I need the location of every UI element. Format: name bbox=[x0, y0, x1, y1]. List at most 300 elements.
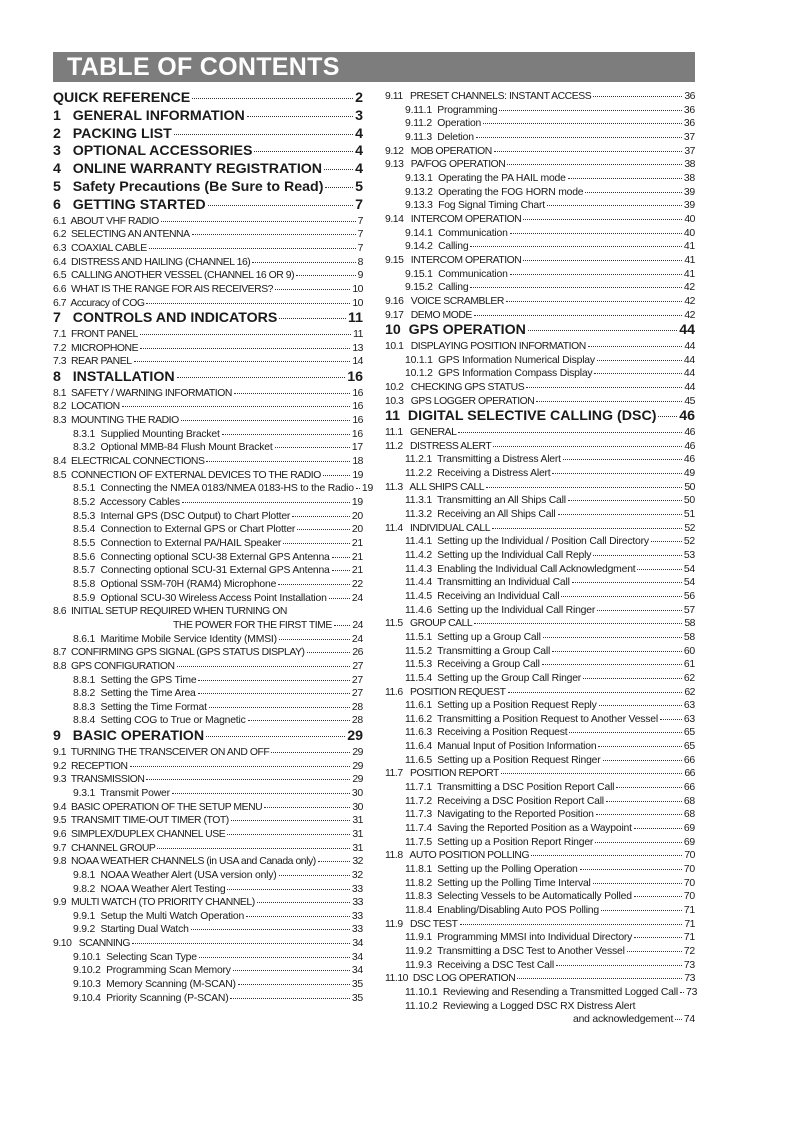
toc-entry[interactable] bbox=[53, 283, 363, 297]
toc-page-number: 58 bbox=[684, 618, 695, 630]
toc-dot-leader bbox=[569, 731, 681, 733]
toc-page-number: 44 bbox=[684, 340, 695, 352]
toc-entry[interactable] bbox=[53, 714, 363, 728]
toc-entry-label: 11.4.5 Receiving an Individual Call bbox=[405, 590, 560, 602]
toc-dot-leader bbox=[192, 233, 356, 235]
toc-entry[interactable] bbox=[53, 369, 363, 387]
toc-page-number: 5 bbox=[355, 178, 363, 195]
toc-entry-label: 11.6.4 Manual Input of Position Information bbox=[405, 741, 597, 753]
toc-entry[interactable] bbox=[385, 145, 695, 159]
toc-entry[interactable] bbox=[53, 414, 363, 428]
toc-page-number: 4 bbox=[355, 161, 363, 178]
toc-entry-label: 5 Safety Precautions (Be Sure to Read) bbox=[53, 178, 324, 195]
toc-entry-label: 11.4.4 Transmitting an Individual Call bbox=[405, 577, 570, 589]
toc-entry[interactable] bbox=[385, 199, 695, 213]
toc-page-number: 2 bbox=[355, 90, 363, 106]
toc-entry[interactable] bbox=[385, 549, 695, 563]
toc-entry[interactable] bbox=[53, 537, 363, 551]
toc-entry[interactable] bbox=[385, 931, 695, 945]
toc-entry-label: 9.13.1 Operating the PA HAIL mode bbox=[405, 172, 566, 184]
toc-entry[interactable] bbox=[53, 400, 363, 414]
toc-entry-label: 6.2 SELECTING AN ANTENNA bbox=[53, 229, 190, 241]
toc-entry[interactable] bbox=[53, 215, 363, 229]
toc-entry-label: 9.7 CHANNEL GROUP bbox=[53, 842, 156, 854]
toc-entry-label: 11.9.1 Programming MMSI into Individual Directory bbox=[405, 932, 633, 944]
toc-dot-leader bbox=[209, 706, 350, 708]
toc-page-number: 26 bbox=[352, 647, 363, 659]
toc-dot-leader bbox=[275, 446, 350, 448]
toc-entry[interactable] bbox=[385, 426, 695, 440]
toc-page-number: 57 bbox=[683, 604, 695, 616]
toc-entry[interactable] bbox=[385, 836, 695, 850]
toc-page-number: 65 bbox=[683, 727, 695, 739]
toc-entry[interactable] bbox=[385, 808, 695, 822]
toc-left-column bbox=[53, 90, 374, 1005]
toc-page-number: 9 bbox=[357, 270, 363, 282]
toc-entry[interactable] bbox=[385, 131, 695, 145]
toc-entry[interactable] bbox=[53, 869, 363, 883]
toc-entry[interactable] bbox=[53, 482, 374, 496]
toc-entry[interactable] bbox=[53, 228, 363, 242]
toc-entry[interactable] bbox=[53, 660, 363, 674]
toc-entry[interactable] bbox=[385, 617, 695, 631]
toc-entry-label: 11.9 DSC TEST bbox=[385, 918, 458, 930]
toc-page-number: 34 bbox=[352, 938, 363, 950]
toc-dot-leader bbox=[506, 300, 682, 302]
toc-entry[interactable] bbox=[385, 590, 695, 604]
toc-entry-label: 10.1.2 GPS Information Compass Display bbox=[405, 368, 593, 380]
toc-page-number: 35 bbox=[351, 979, 363, 991]
toc-dot-leader bbox=[536, 400, 682, 402]
toc-entry[interactable] bbox=[385, 117, 695, 131]
toc-page-number: 27 bbox=[352, 660, 363, 672]
toc-entry[interactable] bbox=[385, 227, 695, 241]
toc-entry-label: 8.7 CONFIRMING GPS SIGNAL (GPS STATUS DISPLAY) bbox=[53, 647, 305, 659]
toc-dot-leader bbox=[510, 232, 682, 234]
toc-page-number: 20 bbox=[351, 510, 363, 522]
toc-entry[interactable] bbox=[385, 781, 695, 795]
toc-entry-label: 8.3.1 Supplied Mounting Bracket bbox=[73, 428, 220, 440]
toc-entry[interactable] bbox=[53, 773, 363, 787]
toc-page-number: 46 bbox=[683, 454, 695, 466]
toc-entry[interactable] bbox=[385, 395, 695, 409]
toc-entry[interactable] bbox=[385, 367, 695, 381]
toc-entry[interactable] bbox=[53, 619, 363, 633]
toc-dot-leader bbox=[458, 431, 682, 433]
toc-entry[interactable] bbox=[385, 972, 695, 986]
toc-dot-leader bbox=[601, 909, 682, 911]
toc-entry[interactable] bbox=[385, 508, 695, 522]
toc-dot-leader bbox=[568, 177, 682, 179]
toc-entry[interactable] bbox=[53, 896, 363, 910]
toc-entry-label: 11.7.4 Saving the Reported Position as a Waypoint bbox=[405, 823, 632, 835]
toc-page-number: 44 bbox=[683, 368, 695, 380]
toc-entry[interactable] bbox=[53, 387, 363, 401]
toc-dot-leader bbox=[556, 964, 682, 966]
toc-entry-label: 8.5.9 Optional SCU-30 Wireless Access Point Installation bbox=[73, 592, 327, 604]
toc-dot-leader bbox=[597, 609, 682, 611]
toc-entry[interactable] bbox=[385, 795, 695, 809]
toc-entry-label: 9.14.1 Communication bbox=[405, 227, 508, 239]
toc-entry[interactable] bbox=[385, 672, 695, 686]
toc-entry[interactable] bbox=[53, 978, 363, 992]
toc-dot-leader bbox=[547, 204, 682, 206]
toc-entry-label: 11.6.1 Setting up a Position Request Reply bbox=[405, 700, 597, 712]
toc-entry-label: 9.10.3 Memory Scanning (M-SCAN) bbox=[73, 979, 236, 991]
toc-dot-leader bbox=[208, 204, 353, 206]
toc-page-number: 50 bbox=[683, 495, 695, 507]
toc-dot-leader bbox=[222, 433, 350, 435]
toc-entry[interactable] bbox=[53, 801, 363, 815]
toc-entry[interactable] bbox=[385, 754, 695, 768]
toc-entry-label: 9.10.1 Selecting Scan Type bbox=[73, 951, 197, 963]
toc-entry[interactable] bbox=[385, 494, 695, 508]
toc-entry[interactable] bbox=[385, 822, 695, 836]
toc-entry[interactable] bbox=[53, 355, 363, 369]
toc-entry[interactable] bbox=[53, 256, 363, 270]
toc-entry-label: 9.3 TRANSMISSION bbox=[53, 774, 145, 786]
toc-entry[interactable] bbox=[385, 322, 695, 340]
toc-page-number: 30 bbox=[352, 801, 363, 813]
toc-dot-leader bbox=[177, 376, 346, 378]
toc-dot-leader bbox=[177, 665, 351, 667]
toc-dot-leader bbox=[283, 542, 350, 544]
toc-page-number: 31 bbox=[352, 842, 363, 854]
toc-entry[interactable] bbox=[53, 883, 363, 897]
toc-entry[interactable] bbox=[385, 309, 695, 323]
toc-entry-label: 9.13.3 Fog Signal Timing Chart bbox=[405, 200, 545, 212]
toc-dot-leader bbox=[247, 115, 353, 117]
toc-page-number: 17 bbox=[351, 442, 363, 454]
toc-page-number: 70 bbox=[683, 864, 695, 876]
toc-entry-label: 9.10.4 Priority Scanning (P-SCAN) bbox=[73, 992, 229, 1004]
toc-entry[interactable] bbox=[53, 455, 363, 469]
toc-entry[interactable] bbox=[385, 440, 695, 454]
toc-dot-leader bbox=[172, 792, 350, 794]
toc-entry[interactable] bbox=[385, 408, 695, 426]
toc-entry[interactable] bbox=[385, 959, 695, 973]
toc-page-number: 66 bbox=[683, 754, 695, 766]
toc-dot-leader bbox=[634, 895, 682, 897]
toc-entry[interactable] bbox=[385, 467, 695, 481]
toc-dot-leader bbox=[278, 583, 350, 585]
toc-entry[interactable] bbox=[53, 242, 363, 256]
toc-page-number: 41 bbox=[684, 254, 695, 266]
toc-dot-leader bbox=[161, 220, 356, 222]
toc-entry-label: 11.5.2 Transmitting a Group Call bbox=[405, 645, 551, 657]
toc-entry[interactable] bbox=[385, 481, 695, 495]
toc-page-number: 29 bbox=[352, 746, 363, 758]
toc-entry[interactable] bbox=[53, 842, 363, 856]
toc-page-number: 21 bbox=[351, 537, 363, 549]
toc-entry-label: 7.2 MICROPHONE bbox=[53, 342, 139, 354]
toc-page-number: 54 bbox=[683, 563, 695, 575]
toc-entry[interactable] bbox=[53, 605, 363, 619]
toc-dot-leader bbox=[561, 595, 681, 597]
toc-entry[interactable] bbox=[385, 535, 695, 549]
toc-dot-leader bbox=[594, 372, 681, 374]
toc-page-number: 27 bbox=[351, 674, 363, 686]
toc-dot-leader bbox=[307, 651, 351, 653]
toc-entry[interactable] bbox=[53, 814, 363, 828]
toc-entry-label: 10.1.1 GPS Information Numerical Display bbox=[405, 354, 595, 366]
toc-dot-leader bbox=[552, 472, 681, 474]
toc-dot-leader bbox=[510, 273, 682, 275]
toc-entry[interactable] bbox=[385, 740, 695, 754]
toc-entry[interactable] bbox=[385, 1000, 695, 1014]
toc-dot-leader bbox=[206, 460, 350, 462]
toc-entry-label: 11.5.4 Setting up the Group Call Ringer bbox=[405, 672, 582, 684]
toc-entry-label: 9.2 RECEPTION bbox=[53, 760, 128, 772]
toc-dot-leader bbox=[230, 997, 349, 999]
toc-entry[interactable] bbox=[53, 441, 363, 455]
toc-page-number: 34 bbox=[351, 951, 363, 963]
toc-entry[interactable] bbox=[53, 760, 363, 774]
toc-entry-label: 6.5 CALLING ANOTHER VESSEL (CHANNEL 16 OR 9) bbox=[53, 270, 295, 282]
toc-page-number: 58 bbox=[683, 631, 695, 643]
toc-page-number: 34 bbox=[351, 965, 363, 977]
toc-entry-label: 11.10 DSC LOG OPERATION bbox=[385, 973, 516, 985]
toc-entry[interactable] bbox=[53, 964, 363, 978]
toc-dot-leader bbox=[603, 759, 682, 761]
toc-dot-leader bbox=[192, 97, 353, 99]
toc-entry[interactable] bbox=[385, 281, 695, 295]
toc-entry-label: 11.4.2 Setting up the Individual Call Reply bbox=[405, 549, 592, 561]
toc-entry[interactable] bbox=[53, 746, 363, 760]
toc-page-number: 65 bbox=[683, 741, 695, 753]
toc-entry[interactable] bbox=[53, 297, 363, 311]
toc-entry[interactable] bbox=[385, 340, 695, 354]
toc-page-number: 32 bbox=[351, 869, 363, 881]
toc-dot-leader bbox=[275, 288, 350, 290]
toc-entry[interactable] bbox=[385, 604, 695, 618]
toc-entry[interactable] bbox=[53, 937, 363, 951]
toc-entry-label: 8.8.1 Setting the GPS Time bbox=[73, 674, 197, 686]
toc-page-number: 68 bbox=[683, 795, 695, 807]
toc-entry[interactable] bbox=[385, 158, 695, 172]
toc-entry[interactable] bbox=[53, 992, 363, 1006]
toc-entry[interactable] bbox=[385, 453, 695, 467]
toc-entry-label: 8.6.1 Maritime Mobile Service Identity (MMSI) bbox=[73, 633, 277, 645]
toc-entry[interactable] bbox=[53, 701, 363, 715]
toc-entry[interactable] bbox=[53, 564, 363, 578]
toc-entry-label: 8.5.8 Optional SSM-70H (RAM4) Microphone bbox=[73, 578, 277, 590]
toc-entry[interactable] bbox=[385, 576, 695, 590]
toc-entry[interactable] bbox=[385, 686, 695, 700]
toc-entry[interactable] bbox=[385, 877, 695, 891]
toc-entry[interactable] bbox=[53, 428, 363, 442]
toc-entry[interactable] bbox=[385, 726, 695, 740]
toc-entry-label: 9.6 SIMPLEX/DUPLEX CHANNEL USE bbox=[53, 828, 226, 840]
toc-page-number: 7 bbox=[357, 215, 363, 227]
toc-entry-label: 8.8.4 Setting COG to True or Magnetic bbox=[73, 715, 246, 727]
toc-entry[interactable] bbox=[385, 890, 695, 904]
toc-entry[interactable] bbox=[53, 646, 363, 660]
toc-entry[interactable] bbox=[385, 186, 695, 200]
toc-entry[interactable] bbox=[385, 522, 695, 536]
toc-entry[interactable] bbox=[53, 179, 363, 197]
toc-entry[interactable] bbox=[53, 923, 363, 937]
toc-entry[interactable] bbox=[53, 108, 363, 126]
toc-page-number: 4 bbox=[355, 125, 363, 142]
toc-dot-leader bbox=[474, 622, 682, 624]
toc-page-number: 24 bbox=[351, 592, 363, 604]
toc-dot-leader bbox=[334, 624, 350, 626]
toc-entry[interactable] bbox=[385, 104, 695, 118]
toc-page-number: 61 bbox=[683, 659, 695, 671]
toc-page-number: 66 bbox=[684, 768, 695, 780]
toc-entry[interactable] bbox=[53, 592, 363, 606]
toc-entry[interactable] bbox=[53, 687, 363, 701]
toc-entry[interactable] bbox=[385, 767, 695, 781]
toc-dot-leader bbox=[523, 218, 682, 220]
toc-entry-label: 11.6.5 Setting up a Position Request Ringer bbox=[405, 754, 601, 766]
toc-entry-label: 11.6 POSITION REQUEST bbox=[385, 686, 506, 698]
toc-dot-leader bbox=[264, 806, 350, 808]
toc-entry[interactable] bbox=[385, 254, 695, 268]
toc-page-number: 18 bbox=[352, 456, 363, 468]
toc-entry[interactable] bbox=[53, 578, 363, 592]
toc-entry[interactable] bbox=[53, 951, 363, 965]
toc-entry-label: 7 CONTROLS AND INDICATORS bbox=[53, 310, 278, 327]
toc-entry-label: 8.2 LOCATION bbox=[53, 401, 120, 413]
toc-entry[interactable] bbox=[53, 197, 363, 215]
toc-entry-label: 9.1 TURNING THE TRANSCEIVER ON AND OFF bbox=[53, 746, 270, 758]
toc-dot-leader bbox=[493, 445, 682, 447]
toc-page-number: 42 bbox=[683, 282, 695, 294]
toc-entry-label: 8.3 MOUNTING THE RADIO bbox=[53, 415, 179, 427]
toc-dot-leader bbox=[292, 515, 350, 517]
toc-dot-leader bbox=[279, 317, 346, 319]
toc-page-number: 38 bbox=[683, 172, 695, 184]
toc-entry[interactable] bbox=[385, 1013, 695, 1027]
toc-entry-label: 11.8.2 Setting up the Polling Time Interval bbox=[405, 877, 591, 889]
toc-entry[interactable] bbox=[53, 523, 363, 537]
toc-dot-leader bbox=[206, 735, 345, 737]
toc-entry-label: 11 DIGITAL SELECTIVE CALLING (DSC) bbox=[385, 408, 657, 425]
toc-page-number: 71 bbox=[684, 918, 695, 930]
toc-entry[interactable] bbox=[385, 986, 698, 1000]
toc-entry[interactable] bbox=[385, 240, 695, 254]
toc-dot-leader bbox=[508, 691, 683, 693]
toc-entry[interactable] bbox=[385, 90, 695, 104]
toc-entry-label: 10.1 DISPLAYING POSITION INFORMATION bbox=[385, 340, 586, 352]
toc-page-number: 72 bbox=[683, 945, 695, 957]
toc-entry[interactable] bbox=[385, 904, 695, 918]
toc-entry[interactable] bbox=[53, 161, 363, 179]
toc-dot-leader bbox=[149, 247, 356, 249]
toc-entry-label: 10.3 GPS LOGGER OPERATION bbox=[385, 395, 535, 407]
toc-entry[interactable] bbox=[385, 631, 695, 645]
toc-entry[interactable] bbox=[53, 510, 363, 524]
toc-entry[interactable] bbox=[385, 863, 695, 877]
toc-dot-leader bbox=[680, 991, 684, 993]
toc-entry[interactable] bbox=[53, 143, 363, 161]
toc-page-number: 36 bbox=[683, 104, 695, 116]
toc-entry-label: 11.7.3 Navigating to the Reported Position bbox=[405, 809, 594, 821]
toc-entry-label: 8.1 SAFETY / WARNING INFORMATION bbox=[53, 387, 232, 399]
toc-page-number: 40 bbox=[683, 227, 695, 239]
toc-entry-label: 9.9.1 Setup the Multi Watch Operation bbox=[73, 910, 245, 922]
toc-entry[interactable] bbox=[385, 381, 695, 395]
toc-dot-leader bbox=[199, 956, 350, 958]
toc-entry[interactable] bbox=[53, 828, 363, 842]
toc-entry[interactable] bbox=[53, 269, 363, 283]
toc-page-number: 46 bbox=[679, 408, 695, 425]
toc-entry[interactable] bbox=[385, 172, 695, 186]
toc-entry[interactable] bbox=[53, 787, 363, 801]
toc-page-number: 19 bbox=[352, 469, 363, 481]
toc-entry-label: 6.3 COAXIAL CABLE bbox=[53, 242, 147, 254]
toc-page-number: 36 bbox=[684, 91, 695, 102]
toc-entry[interactable] bbox=[385, 658, 695, 672]
toc-page-number: 52 bbox=[683, 536, 695, 548]
toc-entry-label: 9.13.2 Operating the FOG HORN mode bbox=[405, 186, 584, 198]
toc-entry[interactable] bbox=[53, 496, 363, 510]
toc-page-number: 66 bbox=[683, 782, 695, 794]
toc-entry-label: 11.4 INDIVIDUAL CALL bbox=[385, 522, 491, 534]
toc-dot-leader bbox=[470, 286, 681, 288]
toc-dot-leader bbox=[637, 568, 681, 570]
toc-entry-label: 8.5.2 Accessory Cables bbox=[73, 496, 180, 508]
toc-entry[interactable] bbox=[385, 268, 695, 282]
toc-entry[interactable] bbox=[53, 910, 363, 924]
toc-entry-label: 8.8.2 Setting the Time Area bbox=[73, 688, 196, 700]
toc-dot-leader bbox=[134, 360, 351, 362]
toc-entry-label: 11.3 ALL SHIPS CALL bbox=[385, 481, 485, 493]
toc-entry[interactable] bbox=[385, 295, 695, 309]
toc-entry[interactable] bbox=[385, 699, 695, 713]
toc-entry[interactable] bbox=[385, 918, 695, 932]
toc-entry[interactable] bbox=[385, 713, 695, 727]
toc-page-number: 33 bbox=[351, 883, 363, 895]
toc-page-number: 28 bbox=[351, 701, 363, 713]
toc-entry[interactable] bbox=[53, 674, 363, 688]
toc-entry-label: 11.2.2 Receiving a Distress Alert bbox=[405, 468, 551, 479]
toc-entry-label: 11.6.3 Receiving a Position Request bbox=[405, 727, 568, 739]
toc-dot-leader bbox=[507, 163, 682, 165]
toc-entry[interactable] bbox=[385, 849, 695, 863]
toc-entry[interactable] bbox=[385, 945, 695, 959]
toc-entry[interactable] bbox=[53, 633, 363, 647]
toc-entry[interactable] bbox=[53, 126, 363, 144]
toc-entry-label: 9.11.1 Programming bbox=[405, 104, 498, 116]
toc-entry[interactable] bbox=[385, 213, 695, 227]
toc-entry-label: 9.8 NOAA WEATHER CHANNELS (in USA and Canada only) bbox=[53, 856, 316, 868]
toc-entry-label: 8.5 CONNECTION OF EXTERNAL DEVICES TO THE RADIO bbox=[53, 469, 321, 481]
toc-entry-label: 8.8 GPS CONFIGURATION bbox=[53, 660, 175, 672]
toc-dot-leader bbox=[558, 513, 682, 515]
toc-entry[interactable] bbox=[53, 90, 363, 108]
toc-entry[interactable] bbox=[53, 551, 363, 565]
toc-entry[interactable] bbox=[53, 342, 363, 356]
toc-entry[interactable] bbox=[53, 728, 363, 746]
toc-entry[interactable] bbox=[53, 310, 363, 328]
toc-entry[interactable] bbox=[385, 563, 695, 577]
toc-entry-label: 8.4 ELECTRICAL CONNECTIONS bbox=[53, 456, 205, 468]
toc-entry[interactable] bbox=[385, 645, 695, 659]
toc-entry[interactable] bbox=[53, 469, 363, 483]
toc-page-number: 51 bbox=[683, 508, 695, 520]
toc-page-number: 33 bbox=[351, 924, 363, 936]
toc-page-number: 70 bbox=[683, 877, 695, 889]
toc-page-number: 24 bbox=[351, 633, 363, 645]
toc-entry[interactable] bbox=[53, 855, 363, 869]
toc-entry[interactable] bbox=[385, 354, 695, 368]
toc-dot-leader bbox=[552, 650, 682, 652]
toc-page-number: 11 bbox=[353, 328, 363, 340]
toc-entry[interactable] bbox=[53, 328, 363, 342]
